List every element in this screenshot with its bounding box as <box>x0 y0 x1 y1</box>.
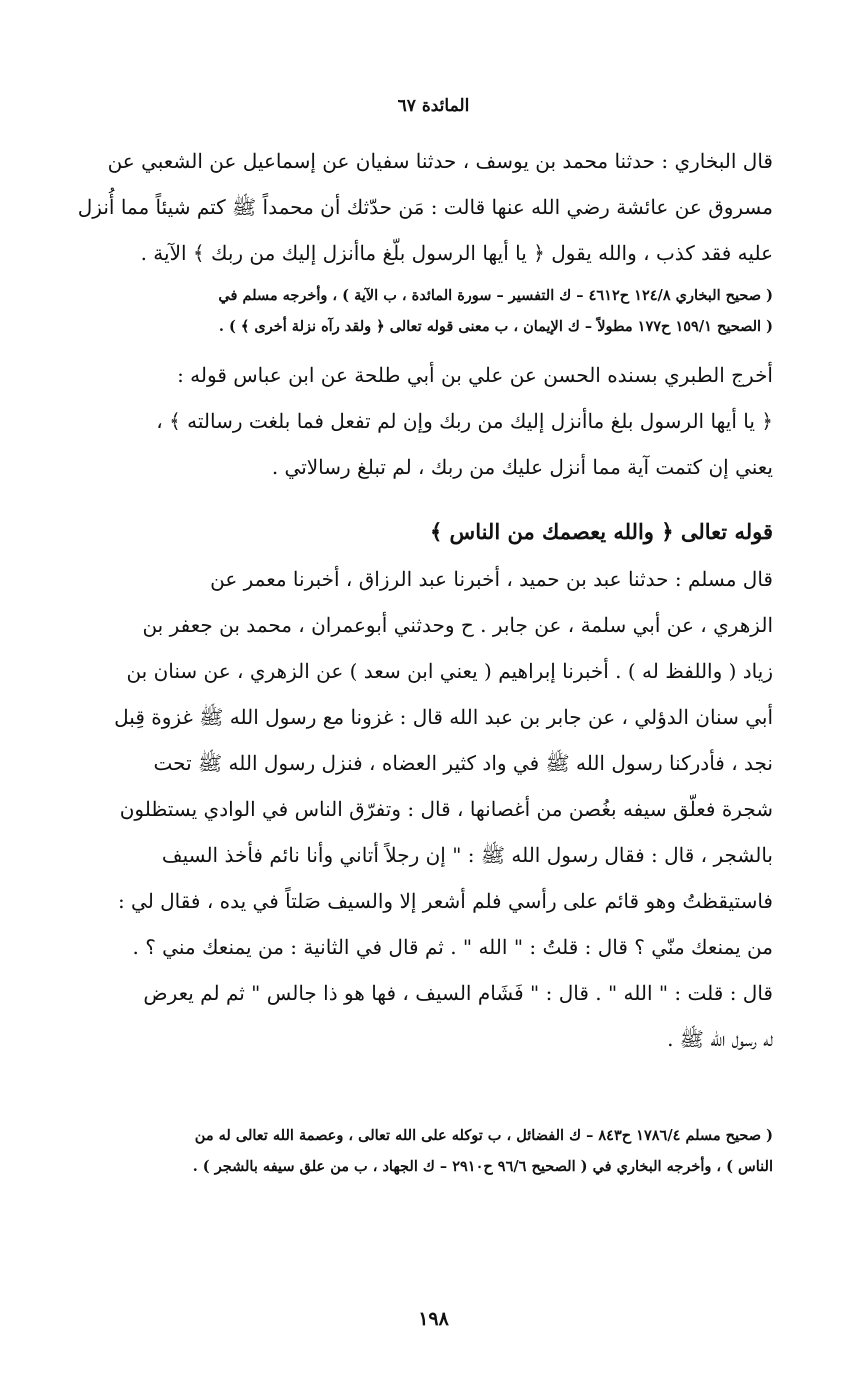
text-line: الزهري ، عن أبي سلمة ، عن جابر . ح وحدثني أبوعمران ، محمد بن جعفر بن <box>142 613 773 637</box>
reference-line: ( الصحيح ١٥٩/١ ح١٧٧ مطولاً – ك الإيمان ، ب معنى قوله تعالى ﴿ ولقد رآه نزلة أخرى ﴾ ) . <box>218 318 773 335</box>
text-line: قال : قلت : " الله " . قال : " فَشَام السيف ، فها هو ذا جالس " ثم لم يعرض <box>143 981 773 1005</box>
running-header: المائدة ٦٧ <box>397 96 470 116</box>
text-line: قال البخاري : حدثنا محمد بن يوسف ، حدثنا سفيان عن إسماعيل عن الشعبي عن <box>107 149 773 173</box>
text-line: زياد ( واللفظ له ) . أخبرنا إبراهيم ( يعني ابن سعد ) عن الزهري ، عن سنان بن <box>126 659 773 683</box>
text-line: شجرة فعلّق سيفه بغُصن من أغصانها ، قال : وتفرّق الناس في الوادي يستظلون <box>119 797 773 821</box>
section-heading: قوله تعالى ﴿ والله يعصمك من الناس ﴾ <box>429 519 773 544</box>
text-line: له رسول الله ﷺ . <box>667 1027 773 1051</box>
text-line: مسروق عن عائشة رضي الله عنها قالت : مَن حدّثك أن محمداً ﷺ كتم شيئاً مما أُنزل <box>77 195 773 219</box>
narration-tabari <box>58 352 773 490</box>
text-line: قال مسلم : حدثنا عبد بن حميد ، أخبرنا عبد الرزاق ، أخبرنا معمر عن <box>210 567 773 591</box>
text-line: أبي سنان الدؤلي ، عن جابر بن عبد الله قال : غزونا مع رسول الله ﷺ غزوة قِبل <box>114 705 773 729</box>
text-line: ﴿ يا أيها الرسول بلغ ماأنزل إليك من ربك وإن لم تفعل فما بلغت رسالته ﴾ ، <box>156 409 773 433</box>
text-line: بالشجر ، قال : فقال رسول الله ﷺ : " إن رجلاً أتاني وأنا نائم فأخذ السيف <box>161 843 773 867</box>
narration-muslim <box>58 556 773 1062</box>
reference-line: ( صحيح مسلم ١٧٨٦/٤ ح٨٤٣ – ك الفضائل ، ب توكله على الله تعالى ، وعصمة الله تعالى له من <box>194 1127 773 1144</box>
text-line: نجد ، فأدركنا رسول الله ﷺ في واد كثير العضاه ، فنزل رسول الله ﷺ تحت <box>153 751 773 775</box>
text-line: أخرج الطبري بسنده الحسن عن علي بن أبي طلحة عن ابن عباس قوله : <box>177 363 773 387</box>
reference-note-2 <box>58 1120 773 1182</box>
reference-note-1 <box>58 280 773 342</box>
text-line: يعني إن كتمت آية مما أنزل عليك من ربك ، لم تبلغ رسالاتي . <box>271 455 773 479</box>
reference-line: الناس ) ، وأخرجه البخاري في ( الصحيح ٩٦/٦ ح٢٩١٠ – ك الجهاد ، ب من علق سيفه بالشجر ) . <box>192 1158 773 1175</box>
text-line: فاستيقظتُ وهو قائم على رأسي فلم أشعر إلا والسيف صَلتاً في يده ، فقال لي : <box>117 889 773 913</box>
text-line: من يمنعك منّي ؟ قال : قلتُ : " الله " . ثم قال في الثانية : من يمنعك مني ؟ . <box>132 935 773 959</box>
reference-line: ( صحيح البخاري ١٢٤/٨ ح٤٦١٢ – ك التفسير – سورة المائدة ، ب الآية ) ، وأخرجه مسلم في <box>218 287 773 304</box>
text-line: عليه فقد كذب ، والله يقول ﴿ يا أيها الرسول بلّغ ماأنزل إليك من ربك ﴾ الآية . <box>140 241 773 265</box>
narration-bukhari <box>58 138 773 276</box>
page-number: ١٩٨ <box>418 1308 449 1330</box>
